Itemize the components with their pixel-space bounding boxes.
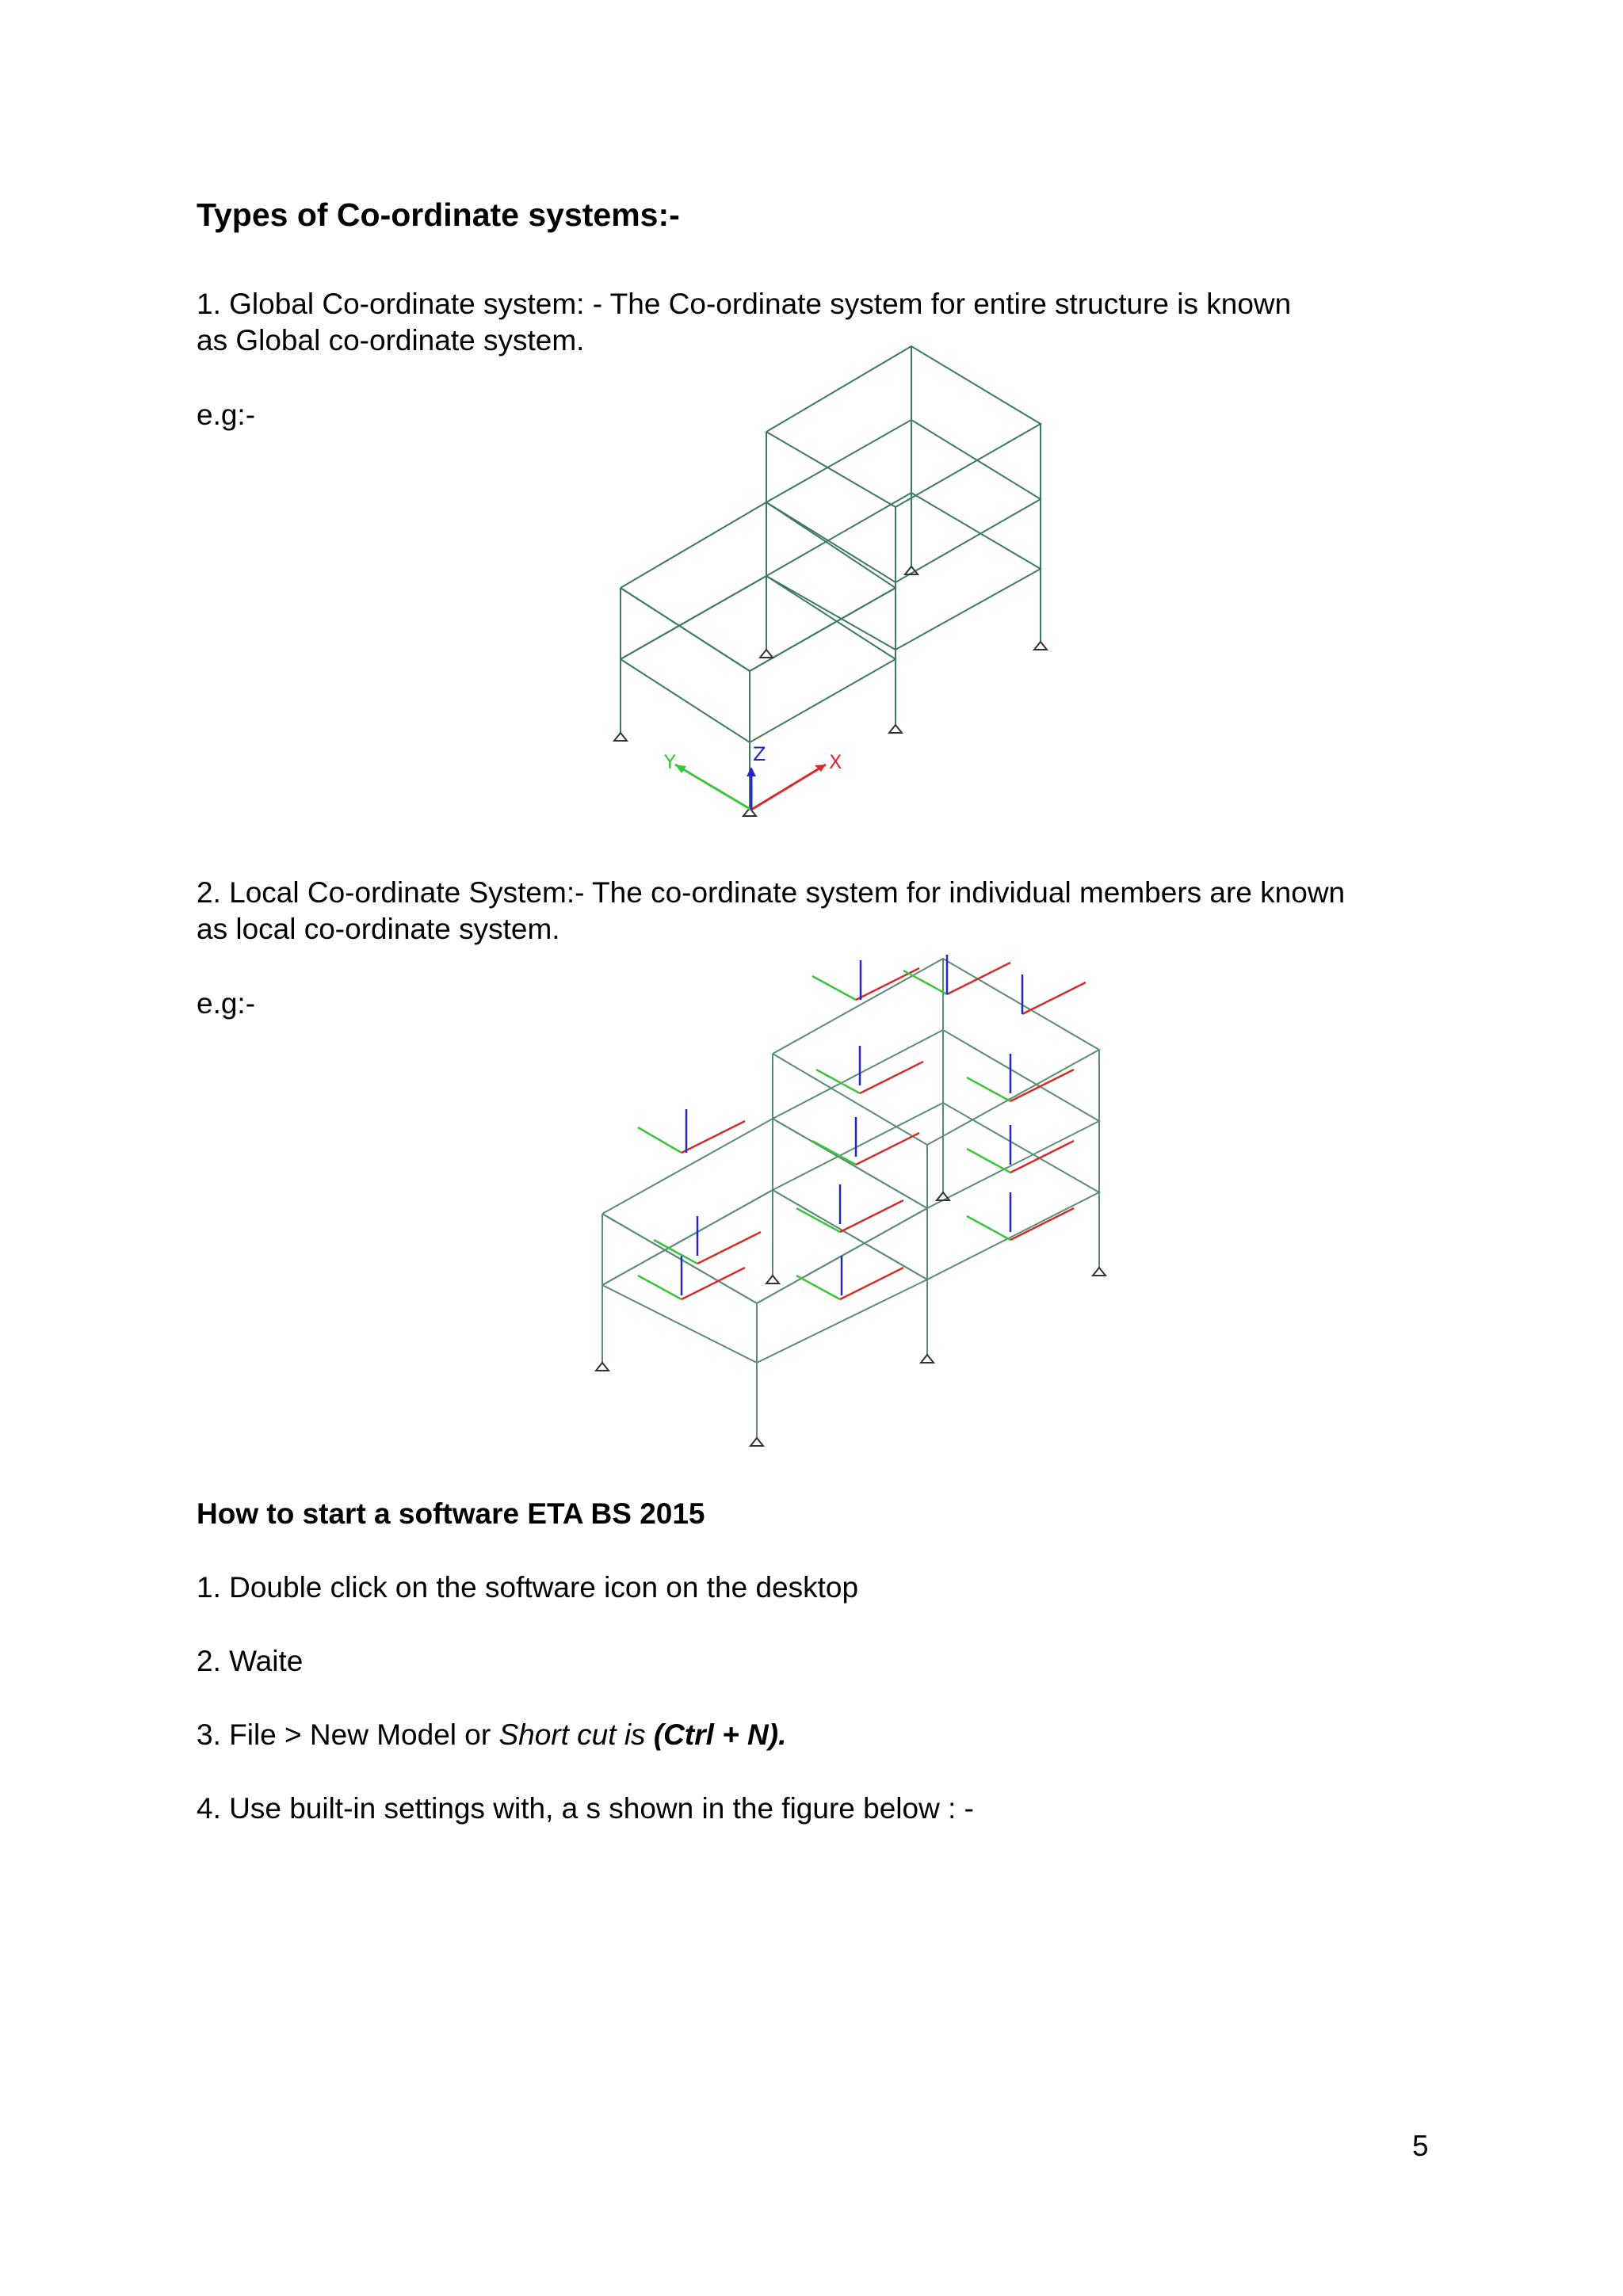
step-1: 1. Double click on the software icon on the desktop	[197, 1571, 859, 1604]
step-3-shortcut-label: Short cut is	[498, 1718, 654, 1751]
local-eg-label: e.g:-	[197, 987, 256, 1020]
axis-z-label: Z	[753, 743, 766, 765]
global-system-line-2: as Global co-ordinate system.	[197, 324, 585, 357]
global-axes-triad	[663, 743, 842, 810]
global-frame-members	[621, 346, 1041, 808]
step-2: 2. Waite	[197, 1645, 304, 1677]
step-3	[197, 1717, 786, 1753]
global-coordinate-frame-figure	[602, 341, 1062, 832]
local-frame-members	[602, 959, 1099, 1438]
local-system-line-2: as local co-ordinate system.	[197, 913, 560, 945]
section-subheading: How to start a software ETA BS 2015	[197, 1497, 705, 1530]
local-coordinate-frame-figure	[586, 947, 1109, 1458]
global-supports	[614, 566, 1047, 816]
local-system-line-1: 2. Local Co-ordinate System:- The co-ordinate system for individual members are known	[197, 876, 1346, 909]
axis-x-label: X	[829, 751, 842, 773]
page-number: 5	[1412, 2130, 1429, 2162]
axis-y-label: Y	[664, 751, 676, 773]
step-3-prefix: 3. File > New Model or	[197, 1718, 499, 1751]
step-4: 4. Use built-in settings with, a s shown in the figure below : -	[197, 1792, 974, 1825]
global-system-line-1: 1. Global Co-ordinate system: - The Co-ordinate system for entire structure is known	[197, 288, 1292, 320]
step-3-shortcut-keys: (Ctrl + N).	[653, 1718, 787, 1751]
local-member-axes	[638, 955, 1086, 1299]
global-eg-label: e.g:-	[197, 399, 256, 431]
page-heading: Types of Co-ordinate systems:-	[197, 196, 680, 233]
